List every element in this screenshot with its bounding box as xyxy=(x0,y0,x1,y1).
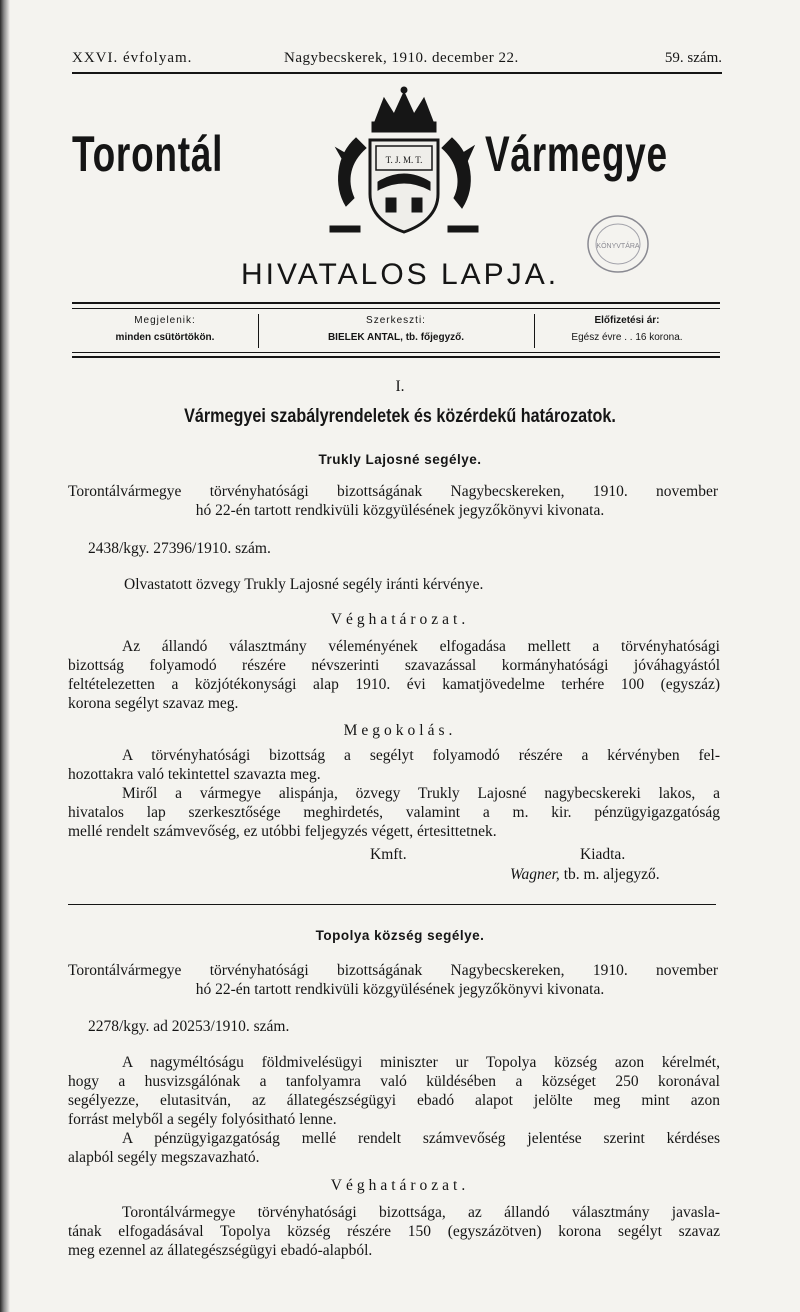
price-label: Előfizetési ár: xyxy=(594,315,660,326)
section-title: Vármegyei szabályrendeletek és közérdekű határozatok. xyxy=(184,406,616,427)
crest-text: T. J. M. T. xyxy=(385,155,423,165)
price-value: Egész évre . . 16 korona. xyxy=(571,332,683,343)
info-bar xyxy=(72,312,720,352)
publish-label: Megjelenik: xyxy=(134,315,196,326)
item1-read: Olvastatott özvegy Trukly Lajosné segély iránti kérvénye. xyxy=(124,576,484,593)
info-rule xyxy=(72,356,720,358)
item1-intro-l1: Torontálvármegye törvényhatósági bizottságának Nagybecskereken, 1910. november xyxy=(68,483,718,500)
item2-title: Topolya község segélye. xyxy=(315,928,485,943)
volume-label: XXVI. évfolyam. xyxy=(72,50,193,66)
item1-rea-l1: A törvényhatósági bizottság a segélyt folyamodó részére a kérvényben fel- xyxy=(122,747,720,764)
item2-body-l2: hogy a husvizsgálónak a tanfolyamra való küldésében a községet 250 koronával xyxy=(68,1073,720,1090)
publish-value: minden csütörtökön. xyxy=(115,332,215,343)
item2-res-line xyxy=(122,1204,720,1222)
item1-rea-l2: hozottakra való tekintettel szavazta meg. xyxy=(68,766,321,783)
signer-title: tb. m. aljegyző. xyxy=(563,866,660,883)
item2-resolution-head: Véghatározat. xyxy=(330,1177,470,1194)
item2-res-line xyxy=(68,1223,720,1241)
item2-intro-l2: hó 22-én tartott rendkivüli közgyülésének jegyzőkönyvi kivonata. xyxy=(195,981,605,998)
signer-name: Wagner, xyxy=(510,866,560,883)
masthead-title-left: Torontál xyxy=(72,126,224,182)
item1-resolution-head: Véghatározat. xyxy=(330,611,470,628)
item2-body-line xyxy=(122,1130,720,1148)
item1-kiadta: Kiadta. xyxy=(580,846,626,863)
item2-body-l6: alapból segély megszavazható. xyxy=(68,1149,260,1166)
item2-intro-l1: Torontálvármegye törvényhatósági bizottságának Nagybecskereken, 1910. november xyxy=(68,962,718,979)
editor-value: BIELEK ANTAL, tb. főjegyző. xyxy=(327,332,465,343)
item1-signer xyxy=(510,866,800,884)
masthead-subtitle: HIVATALOS LAPJA. xyxy=(240,258,560,291)
article-separator xyxy=(68,904,716,905)
item1-rea-line xyxy=(122,747,720,765)
scan-edge-shadow xyxy=(0,0,10,1312)
item1-res-line xyxy=(68,676,720,694)
item1-rea-line xyxy=(122,785,720,803)
item1-res-l4: korona segélyt szavaz meg. xyxy=(68,695,239,712)
item2-body-l4: forrást melyből a segély folyósitható lenne. xyxy=(68,1111,337,1128)
item1-rea-l4: hivatalos lap szerkesztősége meghirdetés, valamint a m. kir. pénzügyigazgatóság xyxy=(68,804,720,821)
stamp-text: KÖNYVTÁRA xyxy=(596,243,640,250)
section-title-wrap xyxy=(0,406,800,428)
masthead-rule-top xyxy=(72,302,720,304)
item1-res-line xyxy=(122,638,720,656)
item1-intro-line xyxy=(68,483,718,501)
place-date: Nagybecskerek, 1910. december 22. xyxy=(284,50,519,66)
item2-body-l3: segélyezze, elutasitván, az állategészségügyi ebadó alapot jelölte meg mint azon xyxy=(68,1092,720,1109)
item2-res-l3: meg ezennel az állategészségügyi ebadó-alapból. xyxy=(68,1242,373,1259)
issue-number: 59. szám. xyxy=(664,50,722,66)
item1-kmft: Kmft. xyxy=(370,846,407,863)
item2-res-l1: Torontálvármegye törvényhatósági bizottsága, az állandó választmány javasla- xyxy=(122,1204,720,1221)
item1-res-line xyxy=(68,657,720,675)
item2-intro-line xyxy=(68,962,718,980)
item2-body-line xyxy=(68,1092,720,1110)
header-line xyxy=(72,50,722,72)
library-stamp-icon xyxy=(585,213,651,275)
section-roman: I. xyxy=(395,378,405,395)
info-rule-thin xyxy=(72,352,720,353)
item1-rea-line xyxy=(68,804,720,822)
item2-body-l5: A pénzügyigazgatóság mellé rendelt számvevőség jelentése szerint kérdéses xyxy=(122,1130,720,1147)
item2-res-l2: tának elfogadásával Topolya község részére 150 (egyszázötven) korona segélyt szavaz xyxy=(68,1223,720,1240)
header-rule xyxy=(72,72,722,74)
price-info xyxy=(534,312,720,352)
item2-body-line xyxy=(122,1054,720,1072)
item2-ref: 2278/kgy. ad 20253/1910. szám. xyxy=(88,1018,290,1035)
item1-res-l2: bizottság folyamodó részére névszerinti szavazással kormányhatósági jóváhagyástól xyxy=(68,657,720,674)
item1-intro-l2: hó 22-én tartott rendkivüli közgyülésének jegyzőkönyvi kivonata. xyxy=(195,502,605,519)
masthead-rule-top-thin xyxy=(72,308,720,309)
item2-body-line xyxy=(68,1073,720,1091)
editor-label: Szerkeszti: xyxy=(366,315,426,326)
item2-body-l1: A nagyméltóságu földmivelésügyi miniszter ur Topolya község azon kérelmét, xyxy=(122,1054,720,1071)
item1-reasons-head: Megokolás. xyxy=(343,722,457,739)
publish-info xyxy=(72,312,258,352)
item1-title: Trukly Lajosné segélye. xyxy=(318,452,482,467)
item1-rea-l3: Miről a vármegye alispánja, özvegy Trukly Lajosné nagybecskereki lakos, a xyxy=(122,785,720,802)
masthead-title-right: Vármegye xyxy=(485,126,668,182)
item1-ref: 2438/kgy. 27396/1910. szám. xyxy=(88,540,271,557)
editor-info xyxy=(258,312,534,352)
item1-rea-l5: mellé rendelt számvevőség, ez utóbbi feljegyzés végett, értesittetnek. xyxy=(68,823,497,840)
item1-res-l1: Az állandó választmány véleményének elfogadása mellett a törvényhatósági xyxy=(122,638,720,655)
coat-of-arms-icon xyxy=(326,86,482,246)
item1-res-l3: feltételezetten a közjótékonysági alap 1910. évi kamatjövedelme terhére 100 (egyszáz) xyxy=(68,676,720,693)
